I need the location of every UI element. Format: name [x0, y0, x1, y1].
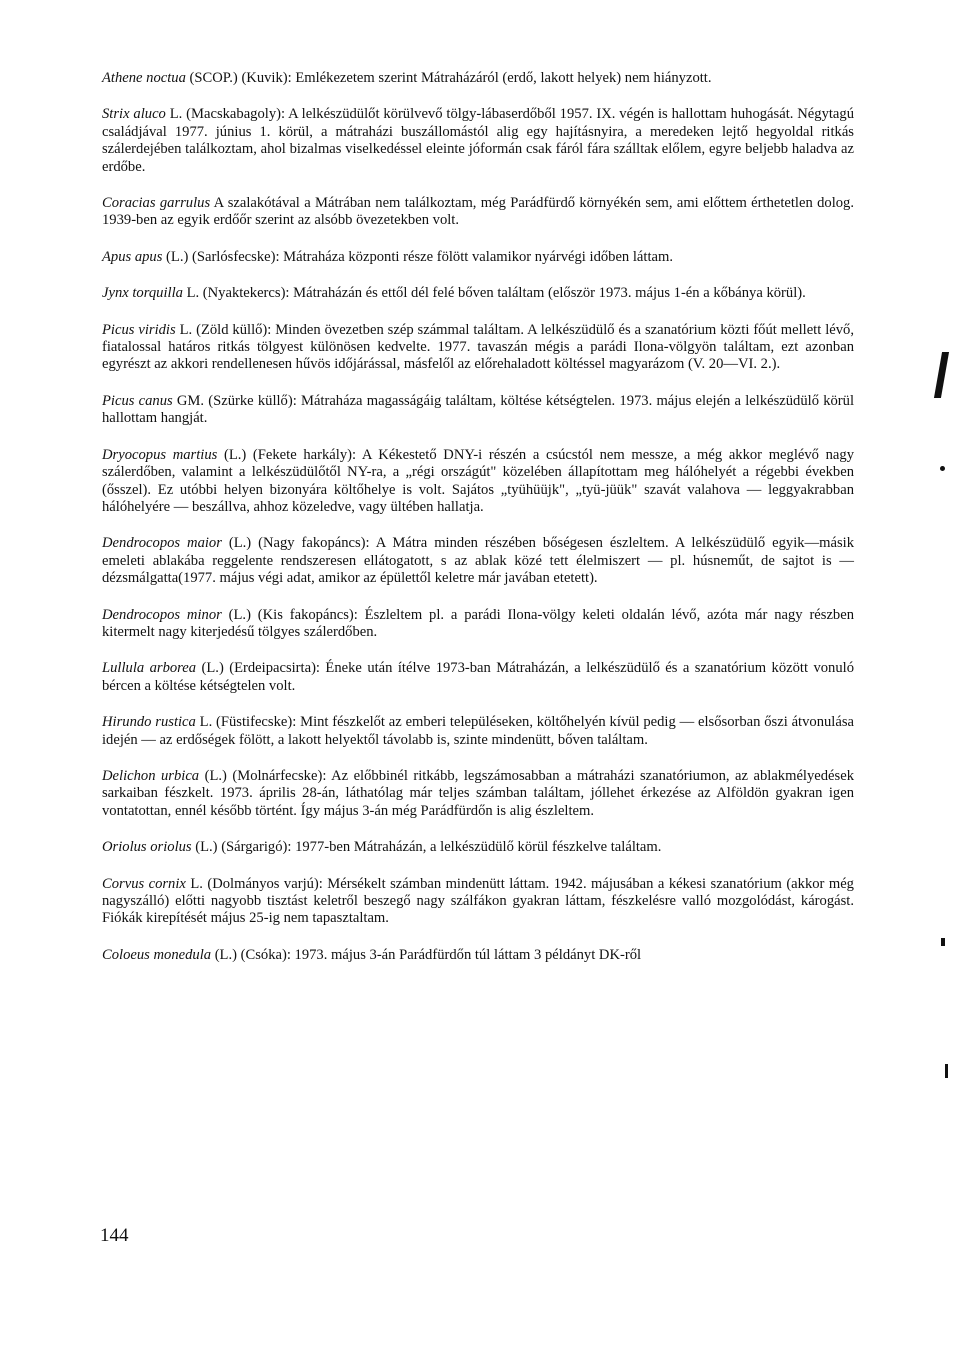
entry-text: (L.) (Fekete harkály): A Kékestető DNY-i részén a csúcstól nem messze, a még akkor meglévő nagy szálerdőben, valamint a lelkészüdülőtől NY-ra, a „régi országút" közelében állapítottam meg hálóhelyét a régebbi években (ősszel). Ez utóbbi helyen bizonyára költőhelye is volt. Sajátos „tyühüüjk", „tyü-jüük" szavát valahova — leggyakrabban hálóhelyére — beszállva, ahhoz közeledve, vagy ültében hallatja. — [102, 446, 854, 515]
species-name: Strix aluco — [102, 106, 166, 123]
species-name: Coracias garrulus — [102, 195, 211, 212]
species-entry-picus-viridis — [102, 322, 854, 374]
species-name: Hirundo rustica — [102, 714, 196, 731]
scan-mark — [945, 1064, 948, 1078]
entry-text: (L.) (Sarlósfecske): Mátraháza központi része fölött valamikor nyárvégi időben láttam. — [162, 248, 673, 265]
species-name: Delichon urbica — [102, 767, 200, 784]
species-name: Lullula arborea — [102, 660, 197, 677]
species-entry-lullula-arborea — [102, 660, 854, 695]
species-name: Apus apus — [102, 248, 163, 265]
species-entry-corvus-cornix — [102, 876, 854, 928]
entry-text: L. (Füstifecske): Mint fészkelőt az emberi településeken, költőhelyén kívül pedig — elsősorban őszi átvonulása idején — az erdőségek fölött, a lakott helyektől távolabb is, szinte mindenütt, bőven találtam. — [102, 714, 854, 748]
entry-text: (SCOP.) (Kuvik): Emlékezetem szerint Mátraházáról (erdő, lakott helyek) nem hiányzott. — [185, 70, 712, 86]
page-number: 144 — [100, 1225, 129, 1246]
species-entry-dendrocopos-minor — [102, 607, 854, 642]
species-name: Dryocopus martius — [102, 446, 218, 463]
species-name: Jynx torquilla — [102, 285, 183, 302]
species-entry-dryocopus-martius — [102, 447, 854, 517]
entry-text: A szalakótával a Mátrában nem találkoztam, még Parádfürdő környékén sem, ami előttem érthetetlen dolog. 1939-ben az egyik erdőőr szerint az alsóbb övezetekben volt. — [102, 195, 854, 229]
entry-text: (L.) (Erdeipacsirta): Éneke után ítélve 1973-ban Mátraházán, a lelkészüdülő és a szanatórium között vonuló bércen a költése kétségtelen volt. — [102, 660, 854, 694]
entry-text: (L.) (Sárgarigó): 1977-ben Mátraházán, a lelkészüdülő körül fészkelve találtam. — [191, 839, 662, 856]
entry-text: L. (Macskabagoly): A lelkészüdülőt körülvevő tölgy-lábaserdőből 1957. IX. végén is hallottam huhogását. Négytagú családjával 1977. június 1. körül, a mátraházi buszállomástól alig egy hajításnyira, a meredeken lejtő hegyoldal ritkás szálerdejében találkoztam, ahol bizalmas viselkedéssel eleinte jóformán csak fáról fára szálltak előlem, egyre beljebb haladva az erdőbe. — [102, 106, 854, 175]
page-body — [102, 70, 854, 983]
species-entry-picus-canus — [102, 393, 854, 428]
species-entry-jynx-torquilla — [102, 285, 854, 302]
entry-text: (L.) (Nagy fakopáncs): A Mátra minden részében bőségesen észleltem. A lelkészüdülő egyik—másik emeleti ablakába reggelente rendszeresen ellátogatott, s az ablak közé tett élelmiszert — pl. húsneműt, de sajtot is — dézsmálgatta(1977. május végi adat, amikor az épülettől keletre már javában etetett). — [102, 535, 855, 587]
scan-mark — [941, 938, 945, 946]
species-entry-apus-apus — [102, 249, 854, 266]
species-entry-strix-aluco — [102, 106, 854, 176]
entry-text: L. (Dolmányos varjú): Mérsékelt számban mindenütt láttam. 1942. májusában a kékesi szanatórium (akkor még nagyszálló) előtti nagyobb tisztást keletről beszegő nagy szálfákon gyakran láttam, fészkelésre valló mozgolódást, károgást. Fiókák kirepítését május 25-ig nem tapasztaltam. — [102, 875, 854, 927]
entry-text: (L.) (Molnárfecske): Az előbbinél ritkább, legszámosabban a mátraházi szanatóriumon, az ablakmélyedések sarkaiban fészkelt. 1973. április 28-án, láthatólag már teljes számban találtam, jóllehet érkezése az Alföldön gyakran igen vontatottan, ennél később történt. Így május 3-án még Parádfürdőn is alig észleltem. — [102, 767, 854, 819]
entry-text: (L.) (Csóka): 1973. május 3-án Parádfürdőn túl láttam 3 példányt DK-ről — [211, 946, 642, 963]
species-name: Dendrocopos maior — [102, 535, 222, 552]
species-entry-coloeus-monedula — [102, 947, 854, 964]
species-name: Dendrocopos minor — [102, 606, 222, 623]
scan-mark — [934, 352, 949, 398]
species-entry-delichon-urbica — [102, 768, 854, 820]
species-name: Athene noctua — [102, 70, 186, 86]
species-name: Corvus cornix — [102, 875, 186, 892]
entry-text: (L.) (Kis fakopáncs): Észleltem pl. a parádi Ilona-völgy keleti oldalán lévő, azóta már nagy részben kitermelt nagy kiterjedésű tölgyes szálerdőben. — [102, 606, 855, 640]
entry-text: L. (Nyaktekercs): Mátraházán és ettől dél felé bőven találtam (először 1973. május 1-én a kőbánya körül). — [182, 285, 806, 302]
scan-mark — [940, 466, 945, 471]
species-entry-athene-noctua — [102, 70, 854, 87]
species-entry-hirundo-rustica — [102, 714, 854, 749]
entry-text: GM. (Szürke küllő): Mátraháza magasságáig találtam, költése kétségtelen. 1973. május elején a lelkészüdülő körül hallottam hangját. — [102, 392, 854, 427]
entry-text: L. (Zöld küllő): Minden övezetben szép számmal találtam. A lelkészüdülő és a szanatórium közti főút mellett lévő, fiatalossal határos ritkás tölgyest különösen kedvelte. 1977. tavaszán mégis a parádi Ilona-völgyön találtam, ezt azonban egyrészt az akkori rendellenesen hűvös időjárással, másfelől az előrehaladott költéssel magyarázom (V. 20—VI. 2.). — [102, 321, 854, 373]
species-name: Coloeus monedula — [102, 946, 212, 963]
species-entry-coracias-garrulus — [102, 195, 854, 230]
species-name: Oriolus oriolus — [102, 839, 192, 856]
species-name: Picus canus — [102, 392, 173, 409]
species-name: Picus viridis — [102, 321, 176, 338]
species-entry-dendrocopos-maior — [102, 535, 854, 587]
species-entry-oriolus-oriolus — [102, 839, 854, 856]
